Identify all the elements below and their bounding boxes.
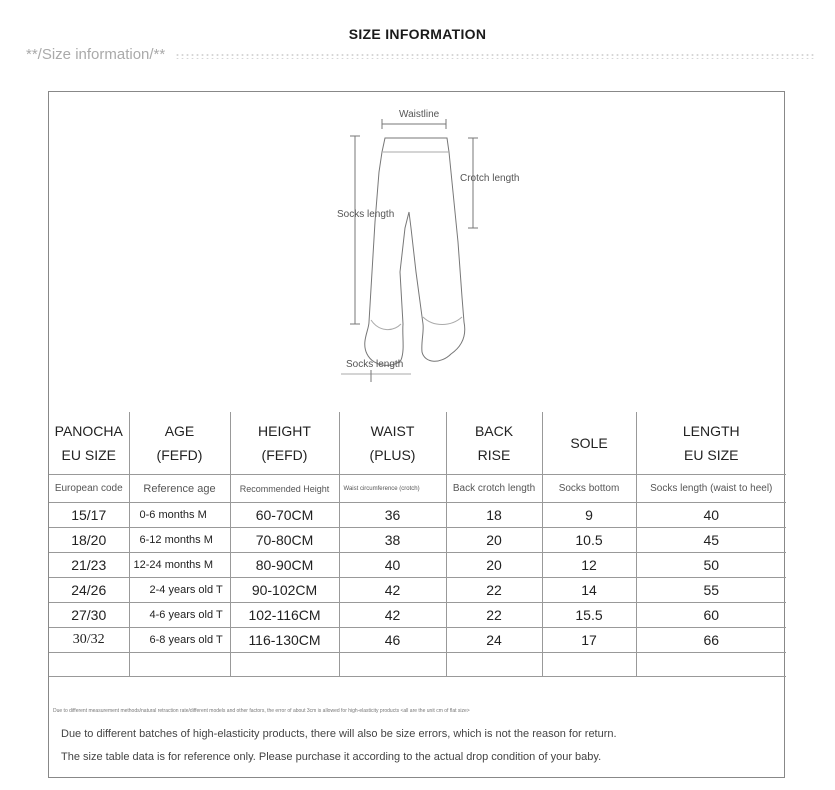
table-row: [49, 553, 786, 578]
cell-height: 80-90CM: [230, 553, 339, 578]
waistline-label: Waistline: [399, 109, 440, 120]
cell-age: 0-6 months M: [129, 503, 230, 528]
page-title: SIZE INFORMATION: [348, 26, 487, 42]
empty-cell: [542, 653, 636, 677]
cell-back-rise: 22: [446, 603, 542, 628]
return-note: Due to different batches of high-elasticity products, there will also be size errors, which is not the reason for return.: [61, 728, 617, 740]
cell-eu-size: 15/17: [49, 503, 129, 528]
cell-height: 60-70CM: [230, 503, 339, 528]
empty-cell: [129, 653, 230, 677]
header-waist: WAIST (PLUS): [339, 412, 446, 475]
table-row: [49, 578, 786, 603]
cell-waist: 38: [339, 528, 446, 553]
table-row: [49, 628, 786, 653]
crotch-length-label: Crotch length: [460, 173, 520, 184]
cell-height: 102-116CM: [230, 603, 339, 628]
subheader-cell: Socks length (waist to heel): [636, 475, 786, 503]
cell-length: 45: [636, 528, 786, 553]
cell-waist: 46: [339, 628, 446, 653]
cell-length: 55: [636, 578, 786, 603]
cell-sole: 15.5: [542, 603, 636, 628]
cell-age: 4-6 years old T: [129, 603, 230, 628]
cell-back-rise: 20: [446, 528, 542, 553]
cell-height: 90-102CM: [230, 578, 339, 603]
tights-diagram: [49, 92, 786, 412]
cell-eu-size: 24/26: [49, 578, 129, 603]
cell-age: 2-4 years old T: [129, 578, 230, 603]
size-chart-frame: [48, 91, 785, 778]
table-row: [49, 603, 786, 628]
cell-height: 116-130CM: [230, 628, 339, 653]
empty-cell: [230, 653, 339, 677]
subheader-cell: Socks bottom: [542, 475, 636, 503]
reference-note: The size table data is for reference only. Please purchase it according to the actual drop condition of your baby.: [61, 751, 602, 763]
cell-sole: 10.5: [542, 528, 636, 553]
cell-eu-size: 21/23: [49, 553, 129, 578]
cell-height: 70-80CM: [230, 528, 339, 553]
socks-length-bottom-label: Socks length: [346, 359, 404, 370]
dotted-divider: [175, 53, 815, 59]
empty-cell: [446, 653, 542, 677]
empty-cell: [49, 653, 129, 677]
subheader-cell: Reference age: [129, 475, 230, 503]
cell-back-rise: 24: [446, 628, 542, 653]
page-subtitle: **/Size information/**: [26, 46, 166, 63]
cell-length: 60: [636, 603, 786, 628]
cell-age: 6-8 years old T: [129, 628, 230, 653]
cell-sole: 17: [542, 628, 636, 653]
measurement-note: Due to different measurement methods/natural retraction rate/different models and other factors, the error of about 3cm is allowed for high-elasticity products <all are the unit cm of flat size>: [53, 708, 470, 714]
cell-sole: 12: [542, 553, 636, 578]
cell-age: 12-24 months M: [129, 553, 230, 578]
header-height: HEIGHT (FEFD): [230, 412, 339, 475]
cell-eu-size: 18/20: [49, 528, 129, 553]
cell-length: 50: [636, 553, 786, 578]
size-table: [49, 412, 786, 677]
empty-cell: [636, 653, 786, 677]
subheader-cell: European code: [49, 475, 129, 503]
cell-eu-size: 27/30: [49, 603, 129, 628]
cell-waist: 36: [339, 503, 446, 528]
cell-length: 40: [636, 503, 786, 528]
tights-drawing: [49, 92, 786, 412]
empty-cell: [339, 653, 446, 677]
cell-waist: 42: [339, 603, 446, 628]
header-length: LENGTH EU SIZE: [636, 412, 786, 475]
cell-sole: 9: [542, 503, 636, 528]
header-sole: SOLE: [542, 412, 636, 475]
header-eu-size: PANOCHA EU SIZE: [49, 412, 129, 475]
table-row: [49, 503, 786, 528]
cell-eu-size: 30/32: [49, 628, 129, 653]
table-row: [49, 528, 786, 553]
cell-back-rise: 20: [446, 553, 542, 578]
subheader-cell: Waist circumference (crotch): [339, 475, 446, 503]
cell-waist: 42: [339, 578, 446, 603]
cell-age: 6-12 months M: [129, 528, 230, 553]
header-age: AGE (FEFD): [129, 412, 230, 475]
subheader-cell: Back crotch length: [446, 475, 542, 503]
cell-back-rise: 18: [446, 503, 542, 528]
cell-back-rise: 22: [446, 578, 542, 603]
cell-waist: 40: [339, 553, 446, 578]
cell-length: 66: [636, 628, 786, 653]
subheader-cell: Recommended Height: [230, 475, 339, 503]
table-header-row: [49, 412, 786, 475]
table-empty-row: [49, 653, 786, 677]
cell-sole: 14: [542, 578, 636, 603]
header-back-rise: BACK RISE: [446, 412, 542, 475]
socks-length-label: Socks length: [337, 209, 395, 220]
table-subheader-row: [49, 475, 786, 503]
